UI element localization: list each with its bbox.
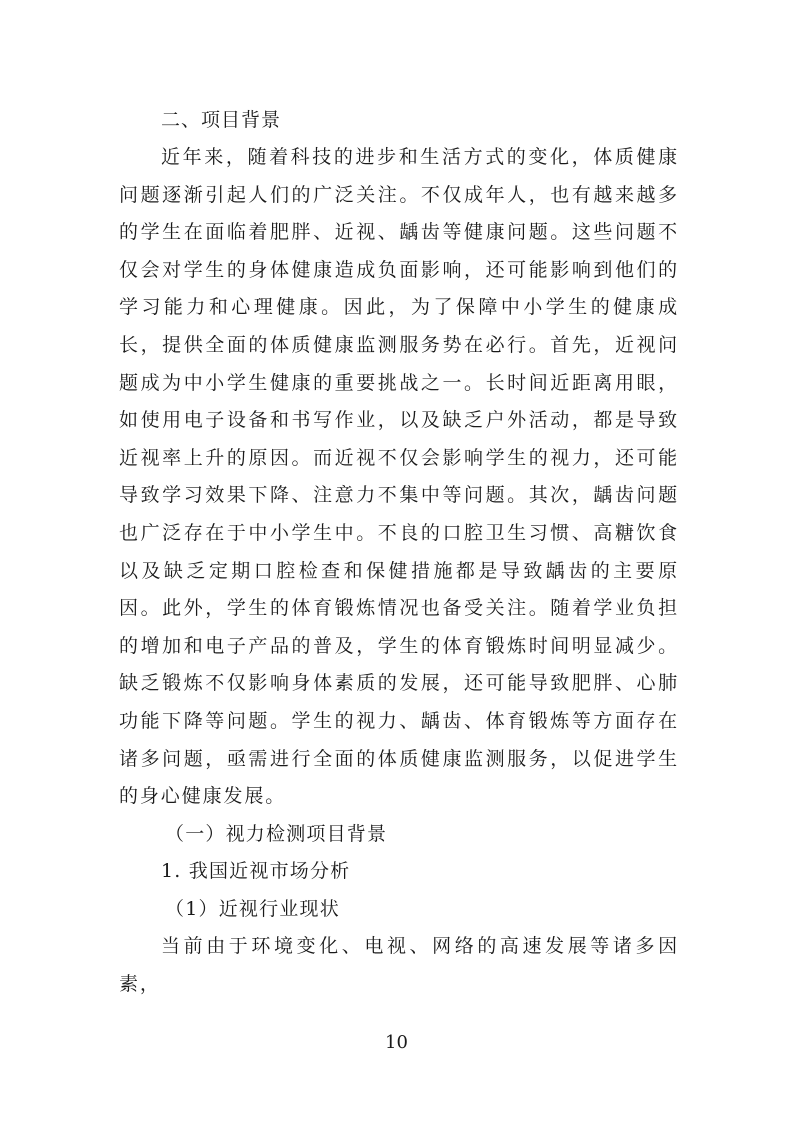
page-number: 10 <box>385 1032 408 1053</box>
subsection-heading-level-3: （1）近视行业现状 <box>165 897 340 920</box>
subsection-heading: （一）视力检测项目背景 <box>165 822 388 845</box>
body-paragraph-continued: 当前由于环境变化、电视、网络的高速发展等诸多因素， <box>119 935 679 996</box>
page-content <box>119 102 679 1004</box>
subsection-heading-level-2: 1. 我国近视市场分析 <box>161 860 351 883</box>
body-paragraph: 近年来，随着科技的进步和生活方式的变化，体质健康问题逐渐引起人们的广泛关注。不仅成年人，也有越来越多的学生在面临着肥胖、近视、龋齿等健康问题。这些问题不仅会对学生的身体健康造成负面影响，还可能影响到他们的学习能力和心理健康。因此，为了保障中小学生的健康成长，提供全面的体质健康监测服务势在必行。首先，近视问题成为中小学生健康的重要挑战之一。长时间近距离用眼，如使用电子设备和书写作业，以及缺乏户外活动，都是导致近视率上升的原因。而近视不仅会影响学生的视力，还可能导致学习效果下降、注意力不集中等问题。其次，龋齿问题也广泛存在于中小学生中。不良的口腔卫生习惯、高糖饮食以及缺乏定期口腔检查和保健措施都是导致龋齿的主要原因。此外，学生的体育锻炼情况也备受关注。随着学业负担的增加和电子产品的普及，学生的体育锻炼时间明显减少。缺乏锻炼不仅影响身体素质的发展，还可能导致肥胖、心肺功能下降等问题。学生的视力、龋齿、体育锻炼等方面存在诸多问题，亟需进行全面的体质健康监测服务，以促进学生的身心健康发展。 <box>119 146 679 808</box>
section-title: 二、项目背景 <box>161 109 282 131</box>
